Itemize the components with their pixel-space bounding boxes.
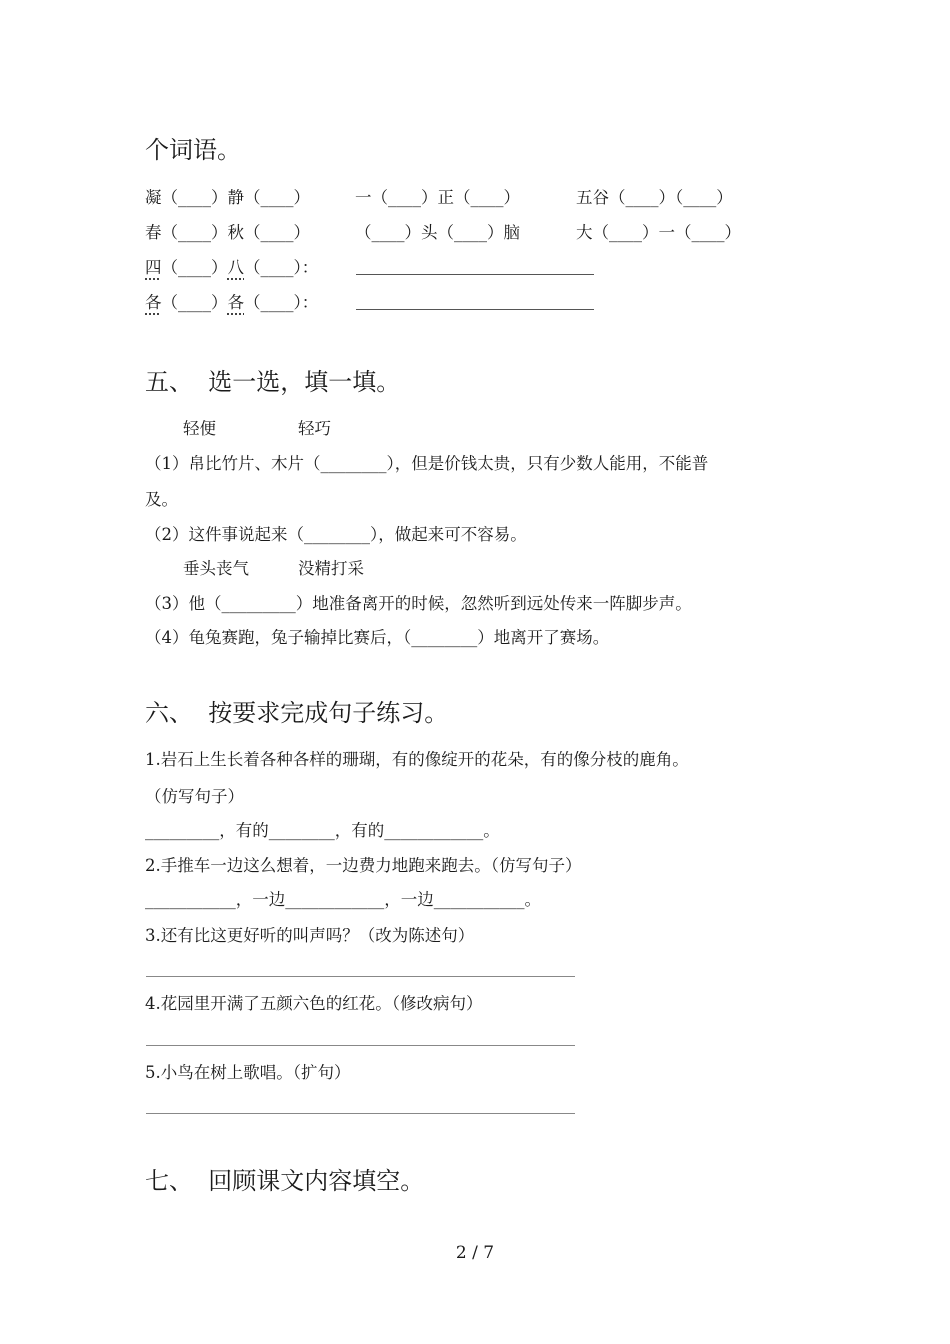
answer-line[interactable]	[146, 1045, 575, 1046]
question-6-3: 3.还有比这更好听的叫声吗？（改为陈述句）	[145, 926, 475, 945]
word-choice: 没精打采	[298, 559, 364, 578]
question-5-3: （3）他（_________）地准备离开的时候，忽然听到远处传来一阵脚步声。	[145, 594, 692, 613]
answer-line[interactable]	[356, 274, 594, 275]
section-6-heading: 六、 按要求完成句子练习。	[145, 699, 449, 727]
page-number: 2 / 7	[455, 1243, 495, 1263]
section-5-heading: 五、 选一选，填一填。	[145, 368, 401, 396]
word-choice: 轻巧	[298, 419, 331, 438]
idiom-row-3: 四（____）八（____）：	[145, 258, 319, 277]
question-6-4: 4.花园里开满了五颜六色的红花。（修改病句）	[145, 994, 483, 1013]
answer-6-1[interactable]: _________，有的________，有的____________。	[145, 821, 500, 840]
question-6-2: 2.手推车一边这么想着，一边费力地跑来跑去。（仿写句子）	[145, 856, 582, 875]
answer-6-2[interactable]: ___________，一边____________，一边___________。	[145, 890, 541, 909]
idiom-row-1-b: 一（____）正（____）	[355, 188, 520, 207]
emphasis-char: 四	[145, 258, 162, 277]
idiom-row-2-b: （____）头（____）脑	[355, 223, 520, 242]
idiom-row-1-c: 五谷（____）（____）	[576, 188, 733, 207]
idiom-row-2-a: 春（____）秋（____）	[145, 223, 310, 242]
idiom-row-4: 各（____）各（____）：	[145, 293, 319, 312]
section-4-heading-tail: 个词语。	[145, 136, 241, 164]
question-6-1: 1.岩石上生长着各种各样的珊瑚，有的像绽开的花朵，有的像分枝的鹿角。	[145, 750, 689, 769]
emphasis-char: 八	[227, 258, 244, 277]
idiom-row-1-a: 凝（____）静（____）	[145, 188, 310, 207]
question-5-1-cont: 及。	[145, 490, 178, 509]
idiom-row-2-c: 大（____）一（____）	[576, 223, 741, 242]
answer-line[interactable]	[146, 976, 575, 977]
emphasis-char: 各	[145, 293, 162, 312]
emphasis-char: 各	[227, 293, 244, 312]
word-choice: 垂头丧气	[183, 559, 249, 578]
answer-line[interactable]	[356, 309, 594, 310]
answer-line[interactable]	[146, 1113, 575, 1114]
question-6-5: 5.小鸟在树上歌唱。（扩句）	[145, 1063, 351, 1082]
section-7-heading: 七、 回顾课文内容填空。	[145, 1167, 425, 1195]
question-5-1: （1）帛比竹片、木片（________），但是价钱太贵，只有少数人能用，不能普	[145, 454, 709, 473]
question-5-2: （2）这件事说起来（________），做起来可不容易。	[145, 525, 527, 544]
word-choice: 轻便	[183, 419, 216, 438]
question-5-4: （4）龟兔赛跑，兔子输掉比赛后，（________）地离开了赛场。	[145, 628, 610, 647]
question-6-1-cont: （仿写句子）	[145, 787, 244, 806]
